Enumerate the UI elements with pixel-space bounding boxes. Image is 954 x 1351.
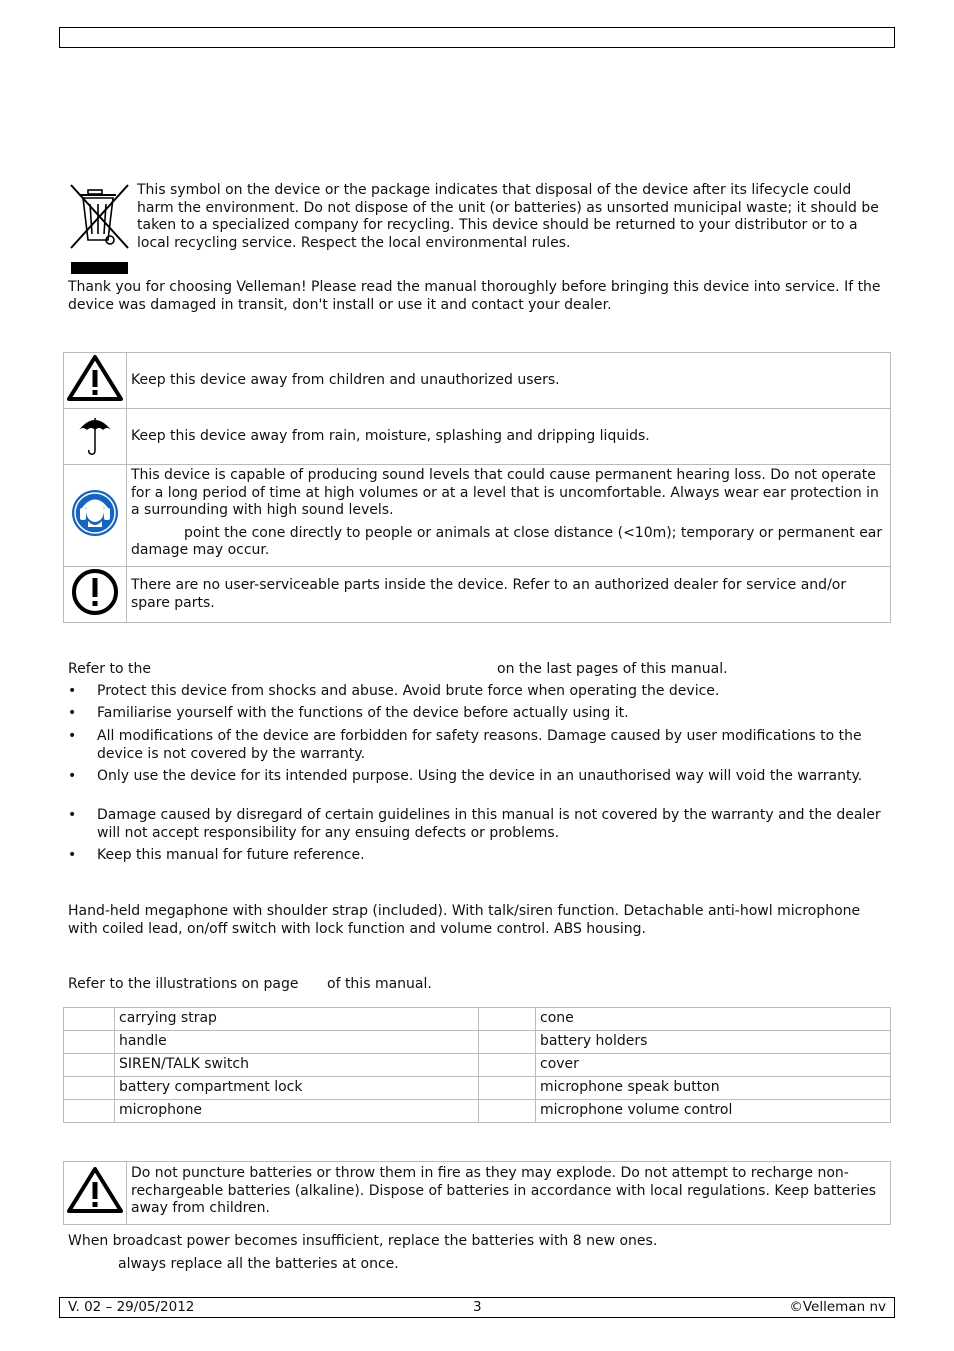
safety-text: Keep this device away from rain, moisture, splashing and dripping liquids. <box>127 409 891 465</box>
features-text: Hand-held megaphone with shoulder strap (included). With talk/siren function. Detachable anti-howl microphone with coiled lead, on/off switch with lock function and volume control. ABS housing. <box>68 903 861 937</box>
guidelines-refer-prefix: Refer to the <box>68 661 151 677</box>
battery-text: When broadcast power becomes insufficient, replace the batteries with 8 new ones. <box>68 1233 658 1249</box>
intro-text: Thank you for choosing Velleman! Please read the manual thoroughly before bringing this device into service. If the device was damaged in transit, don't install or use it and contact your dealer. <box>68 279 881 313</box>
page-header-box <box>59 27 895 48</box>
safety-table <box>63 352 891 623</box>
part-name: battery holders <box>536 1031 891 1054</box>
safety-text: There are no user-serviceable parts inside the device. Refer to an authorized dealer for service and/or spare parts. <box>127 567 891 623</box>
battery-warning-table <box>63 1161 891 1225</box>
weee-bin-icon <box>68 182 132 276</box>
part-name: microphone <box>115 1100 479 1123</box>
safety-text-note: point the cone directly to people or animals at close distance (<10m); temporary or permanent ear damage may occur. <box>131 524 883 558</box>
part-name: microphone volume control <box>536 1100 891 1123</box>
part-name: cone <box>536 1008 891 1031</box>
footer-page-number: 3 <box>473 1299 482 1315</box>
weee-text: This symbol on the device or the package indicates that disposal of the device after its lifecycle could harm the environment. Do not dispose of the unit (or batteries) as unsorted municipal waste; it should be taken to a specialized company for recycling. This device should be returned to your distributor or to a local recycling service. Respect the local environmental rules. <box>137 182 879 251</box>
battery-warning-text: Do not puncture batteries or throw them in fire as they may explode. Do not attempt to recharge non-rechargeable batteries (alkaline). Dispose of batteries in accordance with local regulations. Keep batteries away from children. <box>127 1162 891 1225</box>
exclamation-circle-icon <box>71 568 119 616</box>
ear-protection-icon <box>71 489 119 537</box>
safety-text: Keep this device away from children and unauthorized users. <box>127 353 891 409</box>
table-row <box>64 1054 891 1077</box>
safety-row <box>64 353 891 409</box>
overview-refer-prefix: Refer to the illustrations on page <box>68 976 299 992</box>
table-row <box>64 1100 891 1123</box>
safety-text: This device is capable of producing sound levels that could cause permanent hearing loss. Do not operate for a long period of time at high volumes or at a level that is uncomfortable. Always wear ear protection in a surrounding with high sound levels. <box>131 467 879 518</box>
footer-version: V. 02 – 29/05/2012 <box>68 1299 195 1315</box>
safety-row <box>64 465 891 567</box>
warning-triangle-icon <box>66 354 124 402</box>
battery-note: always replace all the batteries at once. <box>118 1256 399 1272</box>
table-row <box>64 1031 891 1054</box>
page-footer <box>59 1297 895 1318</box>
guidelines-refer-suffix: on the last pages of this manual. <box>497 661 728 677</box>
table-row <box>64 1008 891 1031</box>
part-name: battery compartment lock <box>115 1077 479 1100</box>
safety-row <box>64 409 891 465</box>
warning-triangle-icon <box>66 1166 124 1214</box>
part-name: carrying strap <box>115 1008 479 1031</box>
part-name: cover <box>536 1054 891 1077</box>
part-name: microphone speak button <box>536 1077 891 1100</box>
part-name: SIREN/TALK switch <box>115 1054 479 1077</box>
overview-refer-suffix: of this manual. <box>327 976 432 992</box>
safety-row <box>64 567 891 623</box>
parts-table <box>63 1007 891 1123</box>
part-name: handle <box>115 1031 479 1054</box>
umbrella-icon <box>75 410 115 458</box>
footer-copyright: ©Velleman nv <box>789 1299 886 1315</box>
table-row <box>64 1077 891 1100</box>
